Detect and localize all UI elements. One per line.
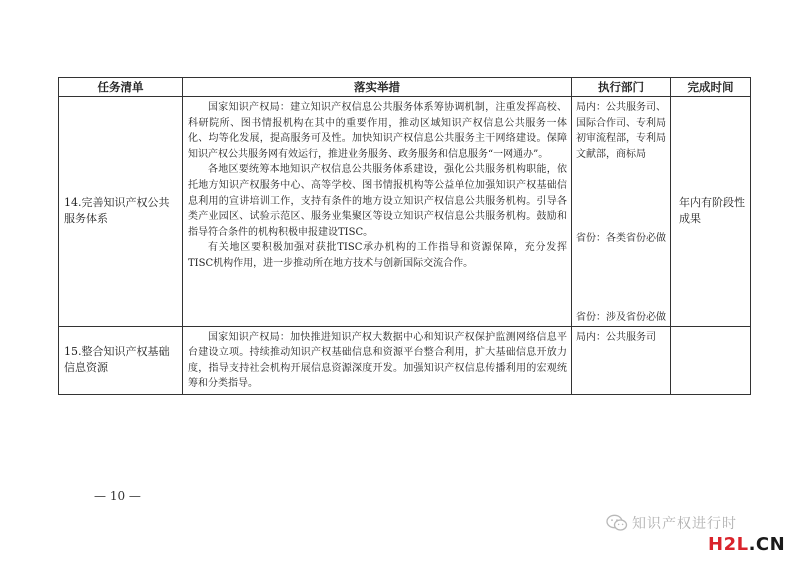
department-cell bbox=[572, 326, 671, 394]
department-entry: 局内：公共服务司、国际合作司、专利局初审流程部，专利局文献部，商标局 bbox=[576, 102, 666, 160]
page-number: — 10 — bbox=[94, 489, 141, 503]
site-logo-main: H2L bbox=[708, 534, 749, 555]
task-cell: 14.完善知识产权公共服务体系 bbox=[59, 97, 183, 327]
site-logo-suffix: .CN bbox=[748, 534, 786, 555]
header-department: 执行部门 bbox=[572, 78, 671, 97]
measures-cell bbox=[183, 326, 572, 394]
task-table bbox=[58, 77, 751, 395]
measures-cell bbox=[183, 97, 572, 327]
site-logo bbox=[708, 534, 785, 555]
department-cell bbox=[572, 97, 671, 327]
measure-paragraph: 国家知识产权局：建立知识产权信息公共服务体系筹协调机制，注重发挥高校、科研院所、图书情报机构在其中的重要作用，推动区域知识产权信息公共服务一体化、均等化发展，提高服务可及性。加快知识产权信息公共服务主干网络建设。保障知识产权公共服务网有效运行，推进业务服务、政务服务和信息服务“一网通办”。 bbox=[188, 102, 567, 160]
deadline-cell: 年内有阶段性成果 bbox=[671, 97, 751, 327]
header-deadline: 完成时间 bbox=[671, 78, 751, 97]
measure-paragraph: 国家知识产权局：加快推进知识产权大数据中心和知识产权保护监测网络信息平台建设立项。持续推动知识产权基础信息和资源平台整合利用，扩大基础信息开放力度，指导支持社会机构开展信息资源深度开发。加强知识产权信息传播利用的宏观统筹和分类指导。 bbox=[188, 331, 567, 390]
wechat-icon bbox=[606, 514, 628, 532]
measure-paragraph: 有关地区要积极加强对获批TISC承办机构的工作指导和资源保障，充分发挥TISC机构作用，进一步推动所在地方技术与创新国际交流合作。 bbox=[188, 242, 567, 269]
watermark bbox=[606, 513, 737, 533]
table-row bbox=[59, 326, 751, 394]
header-measures: 落实举措 bbox=[183, 78, 572, 97]
table-row bbox=[59, 97, 751, 327]
department-entry: 省份：各类省份必做 bbox=[576, 233, 666, 245]
table-header-row bbox=[59, 78, 751, 97]
watermark-text: 知识产权进行时 bbox=[632, 516, 737, 532]
header-task: 任务清单 bbox=[59, 78, 183, 97]
measure-paragraph: 各地区要统筹本地知识产权信息公共服务体系建设，强化公共服务机构职能，依托地方知识产权服务中心、高等学校、图书情报机构等公益单位加强知识产权基础信息利用的宣讲培训工作，支持有条件的地方设立知识产权信息公共服务机构。引导各类产业园区、试验示范区、服务业集聚区等设立知识产权信息公共服务机构。鼓励和指导符合条件的机构积极申报建设TISC。 bbox=[188, 164, 567, 238]
department-entry: 省份：涉及省份必做 bbox=[576, 311, 666, 323]
department-entry: 局内：公共服务司 bbox=[576, 331, 656, 343]
task-cell: 15.整合知识产权基础信息资源 bbox=[59, 326, 183, 394]
deadline-cell bbox=[671, 326, 751, 394]
